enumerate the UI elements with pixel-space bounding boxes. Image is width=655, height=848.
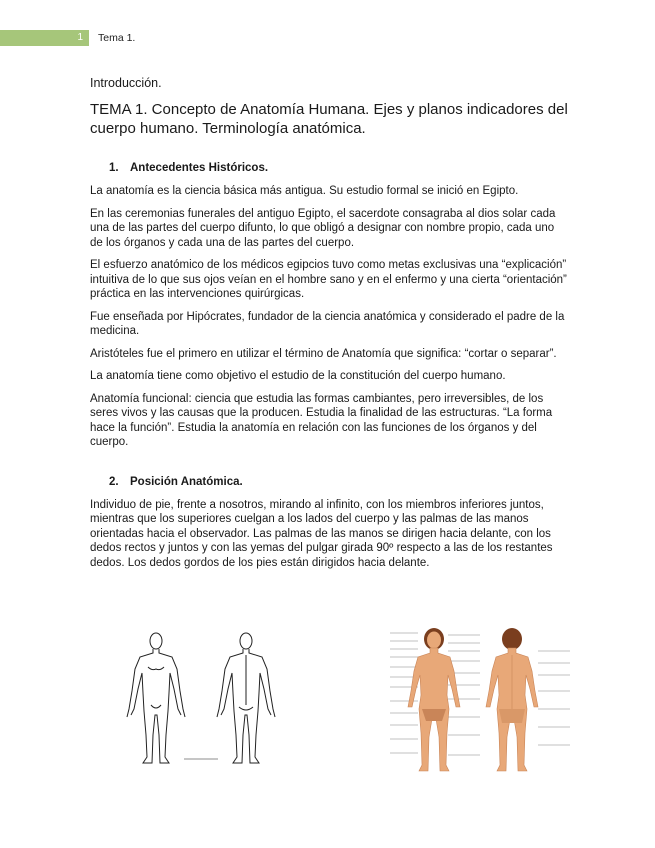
section1-heading: [109, 162, 570, 174]
section1-paragraph: Anatomía funcional: ciencia que estudia las formas cambiantes, pero irreversibles, de los seres vivos y las causas que la producen. Estudia la finalidad de las estructuras. “La forma hace la función”. Estudia la anatomía en relación con las funciones de los órganos y del cuerpo.: [90, 392, 553, 448]
section1-paragraph: El esfuerzo anatómico de los médicos egipcios tuvo como metas exclusivas una “explicación” intuitiva de lo que sus ojos veían en el hombre sano y en el enfermo y una cierta “orientación” práctica en las intervenciones quirúrgicas.: [90, 259, 567, 300]
back-anatomical-figure: [486, 628, 538, 771]
page-number-tab: 1: [0, 30, 89, 46]
tema-title: TEMA 1. Concepto de Anatomía Humana. Ejes y planos indicadores del cuerpo humano. Terminología anatómica.: [90, 101, 568, 137]
section1-paragraph: La anatomía tiene como objetivo el estudio de la constitución del cuerpo humano.: [90, 370, 506, 382]
section2-number: 2.: [109, 475, 119, 488]
label-lines-middle: [448, 635, 480, 755]
section1-paragraph: En las ceremonias funerales del antiguo Egipto, el sacerdote consagraba al dios solar cada una de las partes del cuerpo difunto, lo que obligó a designar con nombre propio, cada uno de los órganos y cada una de las partes del cuerpo.: [90, 207, 556, 249]
section2-heading-text: Posición Anatómica.: [130, 475, 243, 488]
header-title: Tema 1.: [98, 32, 136, 44]
page-header: [0, 30, 655, 46]
section2-paragraph: Individuo de pie, frente a nosotros, mirando al infinito, con los miembros inferiores juntos, mientras que los superiores cuelgan a los lados del cuerpo y las palmas de las manos orientadas hacia el observador. Las palmas de las manos se dirigen hacia delante, con los dedos rectos y juntos y con las yemas del pulgar girada 90º respecto a las de los restantes dedos. Los dedos gordos de los pies están dirigidos hacia delante.: [90, 498, 553, 569]
figures-row: [0, 617, 655, 777]
section1-heading-text: Antecedentes Históricos.: [130, 162, 269, 174]
anatomical-position-outline-figure: [118, 631, 314, 769]
anatomical-regions-figure: [388, 625, 572, 777]
front-anatomical-figure: [408, 628, 460, 771]
label-lines-right: [538, 651, 570, 745]
section2-heading: [109, 476, 570, 488]
section1-paragraph: Aristóteles fue el primero en utilizar el término de Anatomía que significa: “cortar o separar”.: [90, 347, 557, 360]
section1-paragraph: La anatomía es la ciencia básica más antigua. Su estudio formal se inició en Egipto.: [90, 185, 519, 197]
section1-paragraph: Fue enseñada por Hipócrates, fundador de la ciencia anatómica y considerado el padre de la medicina.: [90, 310, 565, 337]
document-body: [90, 76, 570, 578]
section1-number: 1.: [109, 162, 119, 174]
intro-label: Introducción.: [90, 76, 162, 90]
front-body-outline: [127, 633, 185, 763]
back-body-outline: [217, 633, 275, 763]
